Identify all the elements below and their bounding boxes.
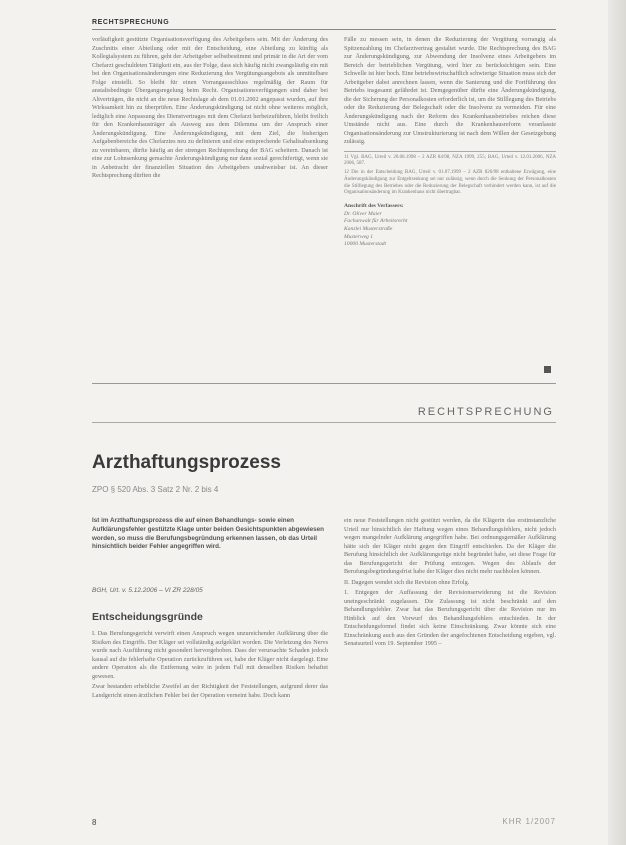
section-underline (92, 422, 556, 423)
paragraph: ein neue Feststellungen nicht gestützt werden, da die Klägerin das erstinstanzliche Urteil nur hinsichtlich der Haftung wegen eines Behandlungsfehlers, nicht jedoch wegen mangelnder Aufklärung angegriffen habe. Bei ordnungsgemäßer Aufklärung hätte sich der Kläger nicht gegen den Eingriff entschieden. Da der Kläger die Berufung hinsichtlich der Aufklärungsrüge nicht begründet habe, sei diese Frage für das Berufungsgericht der Prüfung entzogen. Wegen des Ablaufs der Berufungsbegründungsfrist habe der Kläger dies nicht mehr nachholen können. (344, 517, 556, 575)
bottom-right-column (344, 517, 556, 817)
footnotes (344, 151, 556, 198)
section-divider (92, 383, 556, 384)
running-header: RECHTSPRECHUNG (92, 19, 170, 26)
issue-label: KHR 1/2007 (502, 817, 556, 826)
paragraph: II. Dagegen wendet sich die Revision ohne Erfolg. (344, 578, 470, 586)
author-title: Fachanwalt für Arbeitsrecht (344, 218, 408, 225)
legal-norm: ZPO § 520 Abs. 3 Satz 2 Nr. 2 bis 4 (92, 485, 219, 494)
paragraph: I. Das Berufungsgericht verwirft einen Anspruch wegen unzureichender Aufklärung über die Risiken des Eingriffs. Der Kläger sei vollständig aufgeklärt worden. Die Verletzung des Nervs wurde nach Ausführung nicht gesondert hervorgehoben. Dass der verursachte Schaden jedoch kausal auf die fehlerhafte Operation zurückzuführen sei, habe der Kläger nicht dargelegt. Eine andere Operation als die Entfernung wäre in jedem Fall mit denselben Risiken behaftet gewesen. (92, 630, 328, 680)
paragraph: 1. Entgegen der Auffassung der Revisionserwiderung ist die Revision uneingeschränkt zugelassen. Die Zulassung ist nicht beschränkt auf den Behandlungsfehler. Zwar hat das Berufungsgericht über die Revision nur im Hinblick auf den Vorwurf des Behandlungsfehlers entschieden. In der Entscheidungsformel findet sich keine Einschränkung. Zwar könnte sich eine Einschränkung auch aus den Gründen der angefochtenen Entscheidung ergeben, vgl. Senatsurteil vom 19. September 1995 – (344, 589, 556, 647)
scan-edge-shadow (608, 0, 626, 845)
top-left-column (92, 36, 328, 376)
bottom-left-column (92, 630, 328, 818)
footnote: 11 Vgl. BAG, Urteil v. 20.08.1998 – 2 AZR 84/98, NZA 1999, 255; BAG, Urteil v. 12.01.2006, NZA 2006, 587. (344, 154, 556, 167)
headnote: Ist im Arzthaftungsprozess die auf einen Behandlungs- sowie einen Aufklärungsfehler gestützte Klage unter beiden Gesichtspunkten abgewiesen worden, so muss die Berufungsbegründung erkennen lassen, ob das Urteil hinsichtlich beider Fehler angegriffen wird. (92, 517, 324, 551)
top-right-column (344, 36, 556, 249)
paragraph: Fälle zu messen sein, in denen die Reduzierung der Vergütung vorrangig als Spitzenzahlung im Chefarztvertrag gestaltet wurde. Die Rechtsprechung des BAG zur Änderungskündigung, zur Abwendung der Insolvenz eines Arbeitgebers im Bereich der betrieblichen Vergütung, wird hier zu berücksichtigen sein. Eine Schwelle ist hier hoch. Eine betriebswirtschaftlich schwierige Situation muss sich der Arbeitgeber dabei anrechnen lassen, wenn die Sanierung und die Fortführung des Betriebs insgesamt gefährdet ist. Demgegenüber dürfte eine Änderungskündigung, die der Sicherung der Personalkosten erforderlich ist, um die Stilllegung des Betriebs oder die Reduzierung der Belegschaft oder die Insolvenz zu vermeiden. Für eine Änderungskündigung nach der Reform des Krankenhausbetriebes reichen diese Umstände nicht aus. Eine durch die Krankenhausreform veranlasste Organisationsänderung zur Umstrukturierung ist nach dem Willen der Gesetzgebung zulässig. (344, 36, 556, 145)
author-heading: Anschrift des Verfassers: (344, 203, 404, 210)
article-title: Arzthaftungsprozess (92, 452, 281, 473)
author-name: Dr. Oliver Maier (344, 210, 382, 217)
subheading: Entscheidungsgründe (92, 611, 203, 623)
section-label: RECHTSPRECHUNG (417, 406, 554, 418)
author-address: 10000 Musterstadt (344, 241, 387, 248)
author-block (344, 203, 556, 249)
author-address: Kanzlei Musterstraße (344, 226, 393, 233)
paragraph: Zwar bestanden erhebliche Zweifel an der Richtigkeit der Feststellungen, aufgrund derer das Landgericht einen ärztlichen Fehler bei der Operation verneint habe. Doch kann (92, 683, 328, 699)
court-citation: BGH, Urt. v. 5.12.2006 – VI ZR 228/05 (92, 587, 203, 594)
paragraph: vorläufigkeit gestützte Organisationsverfügung des Arbeitgebers sein. Mit der Änderung des Zuschnitts einer Abteilung oder mit der Entscheidung, eine Abteilung zu künftig als Kollegialsystem zu führen, geht der Arbeitgeber selbstbestimmt und primär in die Art der vom Chefarzt geschuldeten Tätigkeit ein, aus der Folge, dass sich häufig nicht zwangsläufig ein mit bei den Organisationsänderungen eine Reduzierung des Vergütungsangebots als unmittelbare Folge einstellt. So bleibt für einen Vorrangausschluss regelmäßig der Raum für anstaltsbedingte Übergangsregelung beim Recht. Organisationsverfügungen sind daher bei Altverträgen, die nicht an die neue Rechtslage ab dem 01.01.2002 angepasst wurden, auf ihre Wirksamkeit hin zu überprüfen. Eine Änderungskündigung ist nicht ohne weiteres möglich, lediglich eine Anpassung des Dienstvertrages mit dem Chefarzt herbeizuführen, bleibt freilich für den Krankenhausträger als Ausweg aus dem Dilemma um der Anspruch einer Änderungskündigung. Eine Änderungskündigung, mit dem Ziel, die bisherigen Aufgabenbereiche des Chefarztes neu zu definieren und eine entsprechende Gehaltsabsenkung zu vereinbaren, dürfte häufig an der strengen Rechtsprechung der BAG scheitern. Danach ist eine zur Lohnsenkung gemachte Änderungskündigung nur dann sozial gerechtfertigt, wenn sie in Anbetracht der finanziellen Situation des Arbeitgebers unabweisbar ist. An dieser Rechtsprechung dürften die (92, 36, 328, 179)
article-end-mark (544, 366, 551, 373)
header-rule (92, 29, 556, 30)
footnote: 12 Die in der Entscheidung BAG, Urteil v. 01.07.1999 – 2 AZR 826/98 enthaltene Erwägung, eine Änderungskündigung zur Entgeltsenkung sei nur zulässig, wenn durch die Senkung der Personalkosten die Stilllegung des Betriebes oder die Reduzierung der Belegschaft verhindert werden kann, ist auf die Organisationsänderung im Krankenhaus nicht übertragbar. (344, 170, 556, 196)
author-address: Musterweg 1 (344, 233, 374, 240)
page-number: 8 (92, 818, 97, 827)
